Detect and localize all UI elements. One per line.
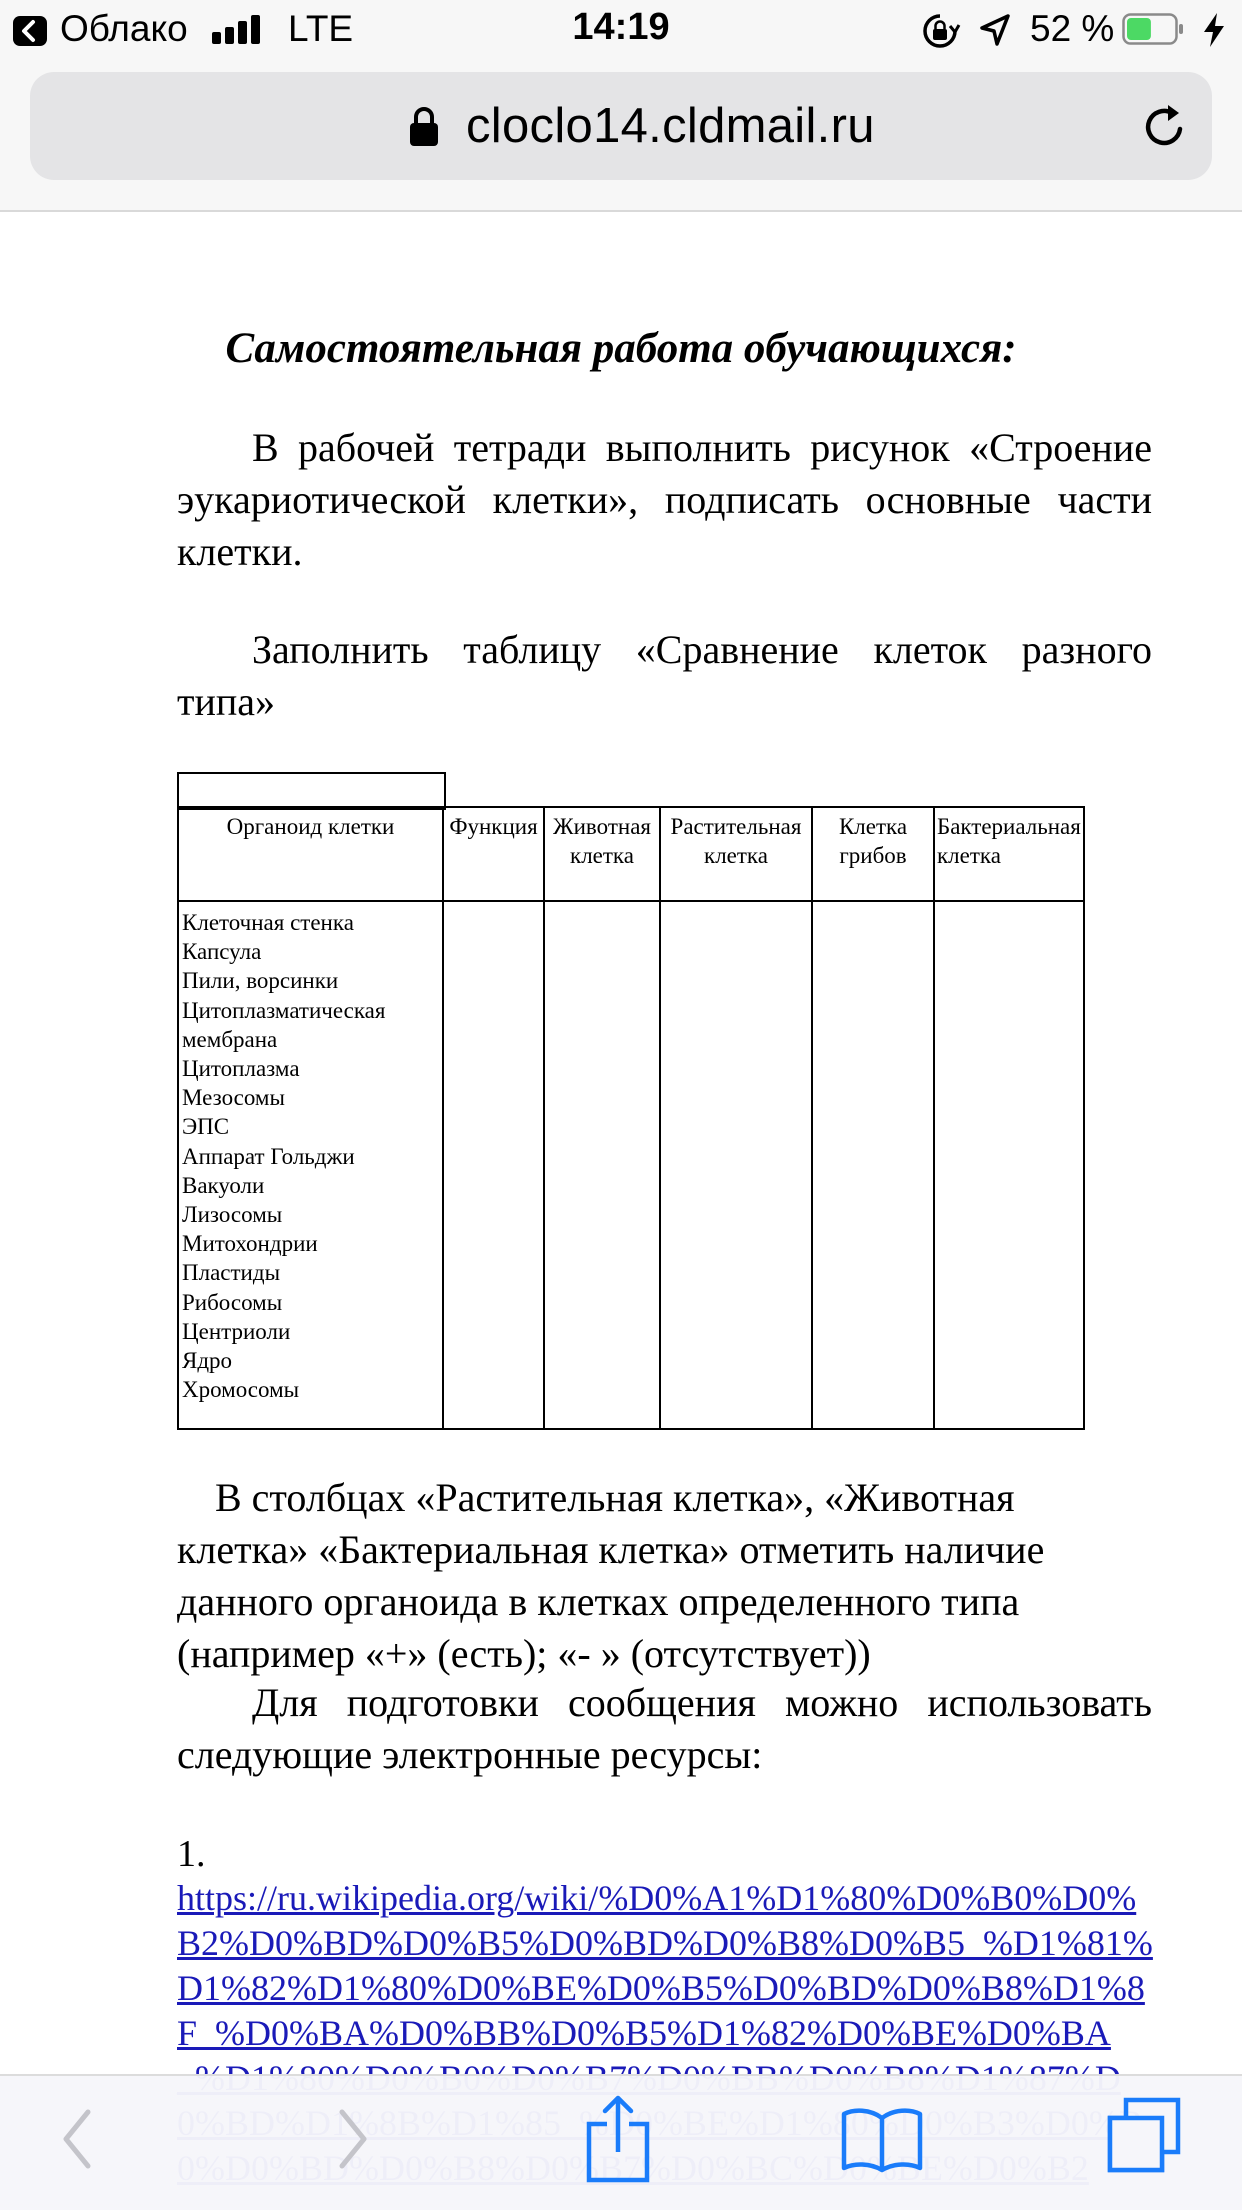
wikipedia-link[interactable]: https://ru.wikipedia.org/wiki/%D0%A1%D1%80%D0%B0%D0%B2%D0%BD%D0%B5%D0%BD%D0%B8%D0%B5_%D1%81%D1%82%D1%80%D0%BE%D0%B5%D0%BD%D0%B8%D1%8F_%D0%BA%D0%BB%D0%B5%D1%82%D0%BE%D0%BA: [177, 1878, 1153, 2053]
forward-icon[interactable]: [332, 2104, 372, 2174]
list-number: 1.: [177, 1833, 206, 1875]
paragraph-marking-instructions: В столбцах «Растительная клетка», «Животная клетка» «Бактериальная клетка» отметить наличие данного органоида в клетках определенного типа (например «+» (есть); «- » (отсутствует)): [177, 1475, 1045, 1676]
header-bacteria-cell: Бактериальная клетка: [937, 814, 1081, 868]
organelle-row: Центриоли: [182, 1318, 291, 1344]
bottom-toolbar: [0, 2074, 1242, 2210]
address-bar: [0, 62, 1242, 212]
organelle-list: [182, 908, 444, 1404]
header-function: Функция: [449, 814, 538, 839]
table-top-cell: [177, 772, 446, 810]
bookmarks-icon[interactable]: [840, 2106, 924, 2172]
paragraph-drawing-task: В рабочей тетради выполнить рисунок «Строение эукариотической клетки», подписать основные части клетки.: [177, 425, 1152, 574]
document-title: Самостоятельная работа обучающихся:: [225, 325, 1017, 372]
network-type: LTE: [288, 8, 354, 49]
organelle-row: ЭПС: [182, 1114, 230, 1140]
back-app-label[interactable]: Облако: [60, 8, 188, 49]
back-icon[interactable]: [58, 2104, 98, 2174]
document-viewer: [0, 212, 1242, 2074]
organelle-row: Лизосомы: [182, 1202, 283, 1228]
organelle-row: мембрана: [182, 1026, 278, 1052]
organelle-row: Пластиды: [182, 1260, 281, 1286]
battery-percent: 52 %: [1030, 8, 1115, 49]
location-arrow-icon: [978, 12, 1012, 48]
organelle-row: Клеточная стенка: [182, 910, 354, 935]
tabs-icon[interactable]: [1104, 2096, 1184, 2176]
organelle-row: Митохондрии: [182, 1231, 318, 1257]
header-fungi-cell: Клетка грибов: [838, 814, 908, 868]
organelle-row: Ядро: [182, 1348, 233, 1374]
rotation-lock-icon: [920, 12, 960, 50]
header-plant-cell: Растительная клетка: [670, 814, 802, 868]
organelle-row: Рибосомы: [182, 1289, 283, 1315]
organelle-row: Мезосомы: [182, 1085, 285, 1111]
charging-bolt-icon: [1200, 11, 1228, 49]
organelle-row: Вакуоли: [182, 1172, 265, 1198]
header-animal-cell: Животная клетка: [553, 814, 651, 868]
organelle-row: Цитоплазма: [182, 1056, 300, 1082]
paragraph-table-task: Заполнить таблицу «Сравнение клеток разного типа»: [177, 627, 1152, 724]
table-divider: [179, 900, 1083, 902]
status-bar: [0, 0, 1242, 62]
url-field[interactable]: [30, 72, 1212, 180]
battery-icon: [1122, 13, 1184, 45]
organelle-row: Аппарат Гольджи: [182, 1143, 355, 1169]
organelle-row: Хромосомы: [182, 1377, 300, 1403]
reload-icon[interactable]: [1140, 102, 1190, 152]
organelle-row: Пили, ворсинки: [182, 968, 339, 994]
paragraph-resources: Для подготовки сообщения можно использовать следующие электронные ресурсы:: [177, 1680, 1152, 1777]
padlock-icon: [408, 106, 440, 148]
comparison-table: [177, 806, 1085, 1430]
header-organoid: Органоид клетки: [226, 814, 395, 839]
organelle-row: Капсула: [182, 939, 262, 965]
url-text[interactable]: cloclo14.cldmail.ru: [466, 99, 875, 153]
clock: 14:19: [572, 6, 670, 48]
share-icon[interactable]: [583, 2094, 653, 2184]
organelle-row: Цитоплазматическая: [182, 997, 386, 1023]
